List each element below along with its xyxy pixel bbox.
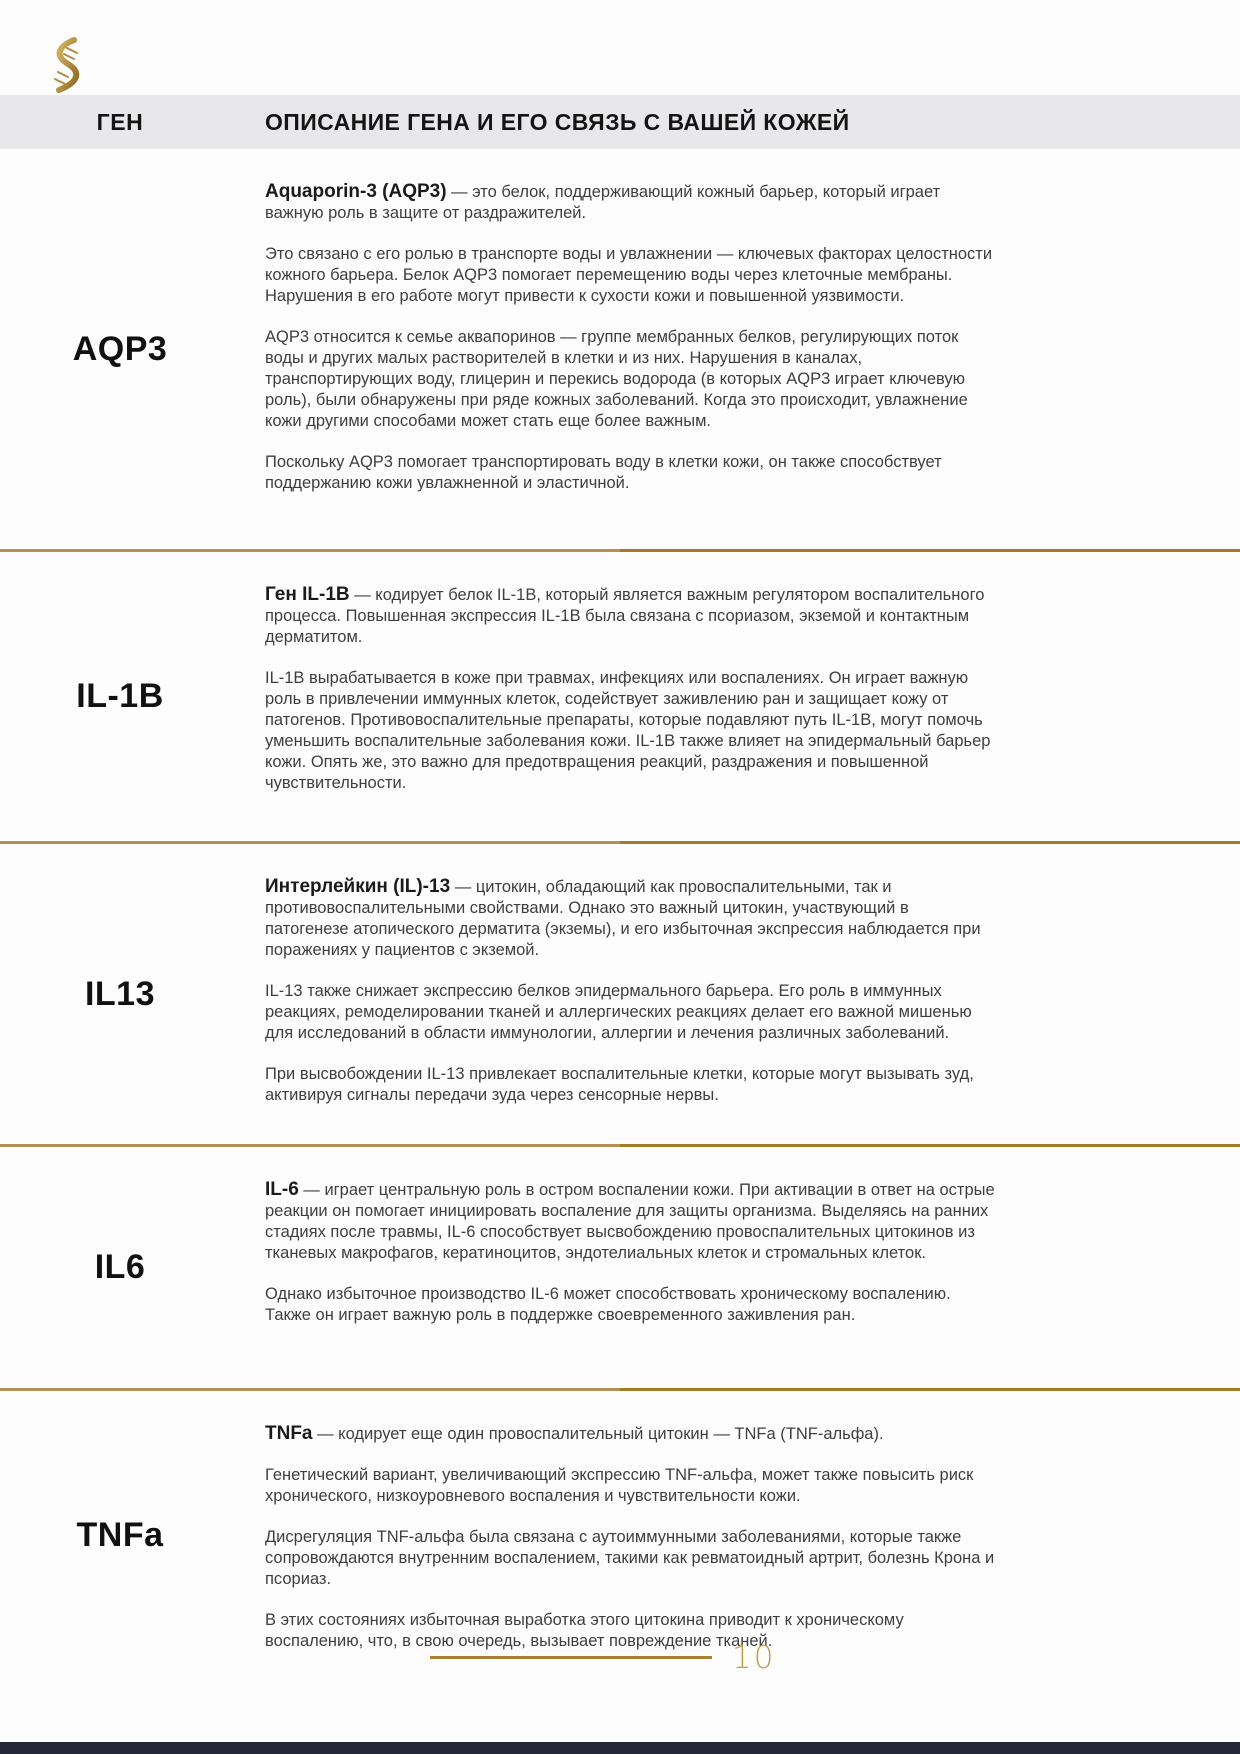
description-paragraph [265,1284,995,1326]
description-paragraph [265,1064,995,1106]
paragraph-text: Генетический вариант, увеличивающий экспрессию TNF-альфа, может также повысить риск хронического, низкоуровневого воспаления и чувствительности кожи. [265,1466,974,1505]
paragraph-text: В этих состояниях избыточная выработка этого цитокина приводит к хроническому воспалению, что, в свою очередь, вызывает повреждение тканей. [265,1611,904,1650]
paragraph-text: — это белок, поддерживающий кожный барьер, который играет важную роль в защите от раздражителей. [265,183,941,222]
gene-row-tnfa [0,1391,1240,1680]
description-paragraph [265,1465,995,1507]
gene-name: IL13 [84,974,156,1013]
gene-description [240,844,1240,1144]
gene-name: IL-1B [76,677,164,715]
paragraph-lead: TNFa [265,1423,313,1444]
paragraph-text: Однако избыточное производство IL-6 может способствовать хроническому воспалению. Также он играет важную роль в поддержке своевременного заживления ран. [265,1285,951,1324]
description-paragraph [265,181,995,224]
paragraph-text: IL-1B вырабатывается в коже при травмах, инфекциях или воспалениях. Он играет важную роль в привлечении иммунных клеток, содействует заживлению ран и защищает кожу от патогенов. Противовоспалительные препараты, которые подавляют путь IL-1B, могут помочь уменьшить воспалительные заболевания кожи. IL-1B также влияет на эпидермальный барьер кожи. Опять же, это важно для предотвращения реакций, раздражения и повышенной чувствительности. [265,669,991,792]
paragraph-text: — играет центральную роль в остром воспалении кожи. При активации в ответ на острые реакции он помогает инициировать воспаление для защиты организма. Выделяясь на ранних стадиях после травмы, IL-6 способствует высвобождению провоспалительных цитокинов из тканевых макрофагов, кератиноцитов, эндотелиальных клеток и стромальных клеток. [265,1181,995,1262]
page-footer [0,1642,1240,1682]
gene-row-il13 [0,844,1240,1144]
paragraph-text: IL-13 также снижает экспрессию белков эпидермального барьера. Его роль в иммунных реакциях, ремоделировании тканей и аллергических реакциях делает его важной мишенью для исследований в области иммунологии, аллергии и лечения различных заболеваний. [265,982,972,1042]
gene-description [240,1391,1240,1680]
footer-bar [0,1742,1240,1754]
paragraph-text: — цитокин, обладающий как провоспалительными, так и противовоспалительными свойствами. Однако это важный цитокин, участвующий в патогенезе атопического дерматита (экземы), и его избыточная экспрессия наблюдается при поражениях у пациентов с экземой. [265,878,981,959]
gene-name: TNFa [76,1516,164,1554]
dna-helix-icon [46,36,86,94]
table-header [0,95,1240,149]
description-paragraph [265,1179,995,1264]
paragraph-text: — кодирует еще один провоспалительный цитокин — TNFa (TNF-альфа). [312,1425,884,1443]
paragraph-text: — кодирует белок IL-1B, который является важным регулятором воспалительного процесса. Повышенная экспрессия IL-1B была связана с псориазом, экземой и контактным дерматитом. [265,586,985,646]
description-paragraph [265,1527,995,1590]
gene-name-cell [0,149,240,549]
gene-row-il1b [0,552,1240,841]
gene-name: AQP3 [72,329,168,368]
description-paragraph [265,244,995,307]
paragraph-lead: Интерлейкин (IL)-13 [265,876,451,897]
gene-name-cell [0,552,240,841]
paragraph-lead: IL-6 [265,1179,299,1200]
gene-name: IL6 [94,1248,146,1286]
description-paragraph [265,1423,995,1445]
gene-description [240,552,1240,841]
paragraph-text: Дисрегуляция TNF-альфа была связана с аутоиммунными заболеваниями, которые также сопровождаются внутренним воспалением, такими как ревматоидный артрит, болезнь Крона и псориаз. [265,1528,995,1588]
description-paragraph [265,876,995,961]
description-paragraph [265,668,995,794]
page-number: 10 [732,1640,776,1676]
gene-name-cell [0,844,240,1144]
paragraph-text: AQP3 относится к семье аквапоринов — группе мембранных белков, регулирующих поток воды и других малых растворителей в клетки и из них. Нарушения в каналах, транспортирующих воду, глицерин и перекись водорода (в которых AQP3 играет ключевую роль), были обнаружены при ряде кожных заболеваний. Когда это происходит, увлажнение кожи другими способами может стать еще более важным. [265,328,968,430]
gene-description [240,1147,1240,1388]
gene-row-aqp3 [0,149,1240,549]
page-number-rule [430,1656,712,1659]
paragraph-text: Это связано с его ролью в транспорте воды и увлажнении — ключевых факторах целостности кожного барьера. Белок AQP3 помогает перемещению воды через клеточные мембраны. Нарушения в его работе могут привести к сухости кожи и повышенной уязвимости. [265,245,993,305]
paragraph-text: Поскольку AQP3 помогает транспортировать воду в клетки кожи, он также способствует поддержанию кожи увлажненной и эластичной. [265,453,942,492]
description-paragraph [265,452,995,494]
gene-description [240,149,1240,549]
gene-name-cell [0,1147,240,1388]
description-paragraph [265,981,995,1044]
gene-name-cell [0,1391,240,1680]
gene-row-il6 [0,1147,1240,1388]
description-paragraph [265,327,995,432]
description-paragraph [265,584,995,648]
header-gene-column-label: ГЕН [96,108,144,135]
header-description-column-label: ОПИСАНИЕ ГЕНА И ЕГО СВЯЗЬ С ВАШЕЙ КОЖЕЙ [265,108,850,135]
paragraph-text: При высвобождении IL-13 привлекает воспалительные клетки, которые могут вызывать зуд, активируя сигналы передачи зуда через сенсорные нервы. [265,1065,974,1104]
paragraph-lead: Ген IL-1B [265,584,350,605]
paragraph-lead: Aquaporin-3 (AQP3) [265,181,447,202]
